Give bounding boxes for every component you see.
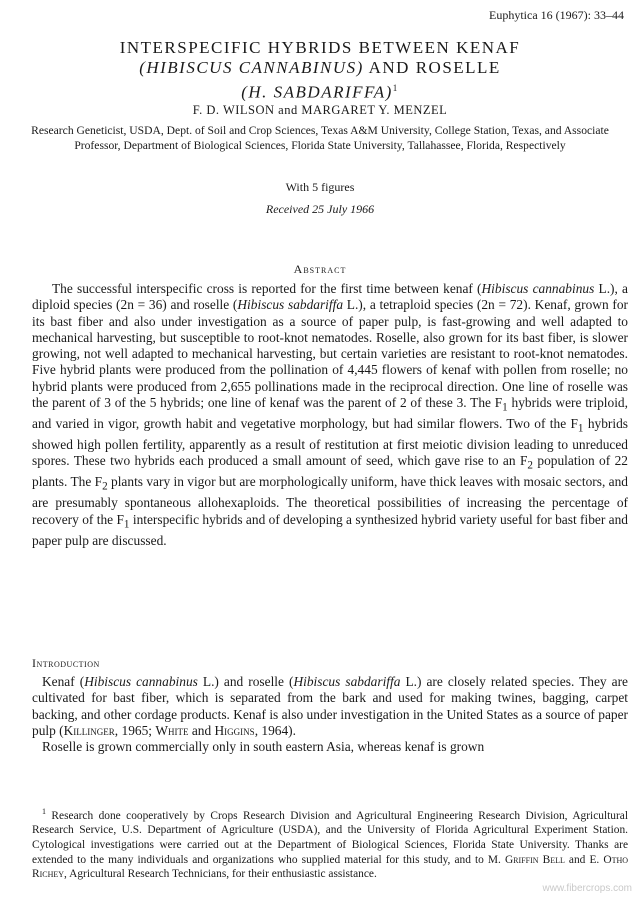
title-line-1: INTERSPECIFIC HYBRIDS BETWEEN KENAF — [119, 38, 521, 57]
authors: F. D. WILSON and MARGARET Y. MENZEL — [192, 103, 448, 117]
affiliation: Research Geneticist, USDA, Dept. of Soil and Crop Sciences, Texas A&M University, College Station, Texas, and Associate Professor, Department of Biological Sciences, Florida State University, Tallahassee, Florida, Respectively — [31, 124, 609, 152]
footnote: $^1$ Research done cooperatively by Crops Research Division and Agricultural Engineering Research Division, Agricultural Research Service, U.S. Department of Agriculture (USDA), and the University of Florida Agricultural Experiment Station. Cytological investigations were carried out at the Department of Biological Sciences, Florida State University. Thanks are extended to the many individuals and organizations who supplied material for this study, and to M. Griffin Bell and E. Otho Richey, Agricultural Research Technicians, for their enthusiastic assistance. — [32, 807, 629, 881]
introduction-body — [32, 674, 628, 755]
intro-paragraph-1: Kenaf (Hibiscus cannabinus L.) and roselle (Hibiscus sabdariffa L.) are closely related species. They are cultivated for bast fiber, which is separated from the bark and used for making twines, bagging, carpet backing, and other cordage products. Kenaf is also under investigation in the United States as a source of paper pulp (Killinger, 1965; White and Higgins, 1964). — [32, 674, 628, 738]
journal-citation: Euphytica 16 (1967): 33–44 — [489, 8, 624, 22]
paper-title — [30, 38, 610, 103]
title-line-3: (H. SABDARIFFA)$^1$ — [241, 82, 399, 102]
abstract-heading: Abstract — [293, 262, 347, 276]
abstract-body: The successful interspecific cross is reported for the first time between kenaf (Hibiscus cannabinus L.), a diploid species (2n = 36) and roselle (Hibiscus sabdariffa L.), a tetraploid species (2n = 72). Kenaf, grown for its bast fiber and also under investigation as a source of paper pulp, is fast-growing and well adapted to mechanical harvesting, but susceptible to root-knot nematodes. Roselle, also grown for its bast fiber, is slower growing, not well adapted to mechanical harvesting, but certain varieties are resistant to root-knot nematodes. Five hybrid plants were produced from the pollination of 4,445 flowers of kenaf with pollen from roselle; no hybrid plants were produced from 2,655 pollinations made in the reciprocal direction. One line of roselle was the parent of 3 of the 5 hybrids; one line of kenaf was the parent of 2 of these 3. The $F_1$ hybrids were triploid, and varied in vigor, growth habit and vegetative morphology, but had similar flowers. Two of the $F_1$ hybrids showed high pollen fertility, apparently as a result of restitution at first meiotic division leading to unreduced spores. These two hybrids each produced a small amount of seed, which gave rise to an $F_2$ population of 22 plants. The $F_2$ plants vary in vigor but are morphologically uniform, have thick leaves with mosaic sectors, and are presumably spontaneous allohexaploids. The theoretical possibilities of increasing the percentage of recovery of the $F_1$ interspecific hybrids and of developing a synthesized hybrid variety useful for bast fiber and paper pulp are discussed. — [32, 281, 629, 548]
title-footnote-mark: 1 — [392, 83, 399, 93]
intro-paragraph-2: Roselle is grown commercially only in south eastern Asia, whereas kenaf is grown — [42, 739, 485, 755]
received-date: Received 25 July 1966 — [265, 202, 375, 216]
introduction-heading: Introduction — [32, 656, 100, 670]
watermark: www.fibercrops.com — [542, 883, 632, 894]
title-line-2: (HIBISCUS CANNABINUS) AND ROSELLE — [139, 58, 501, 77]
figures-note: With 5 figures — [285, 180, 355, 194]
